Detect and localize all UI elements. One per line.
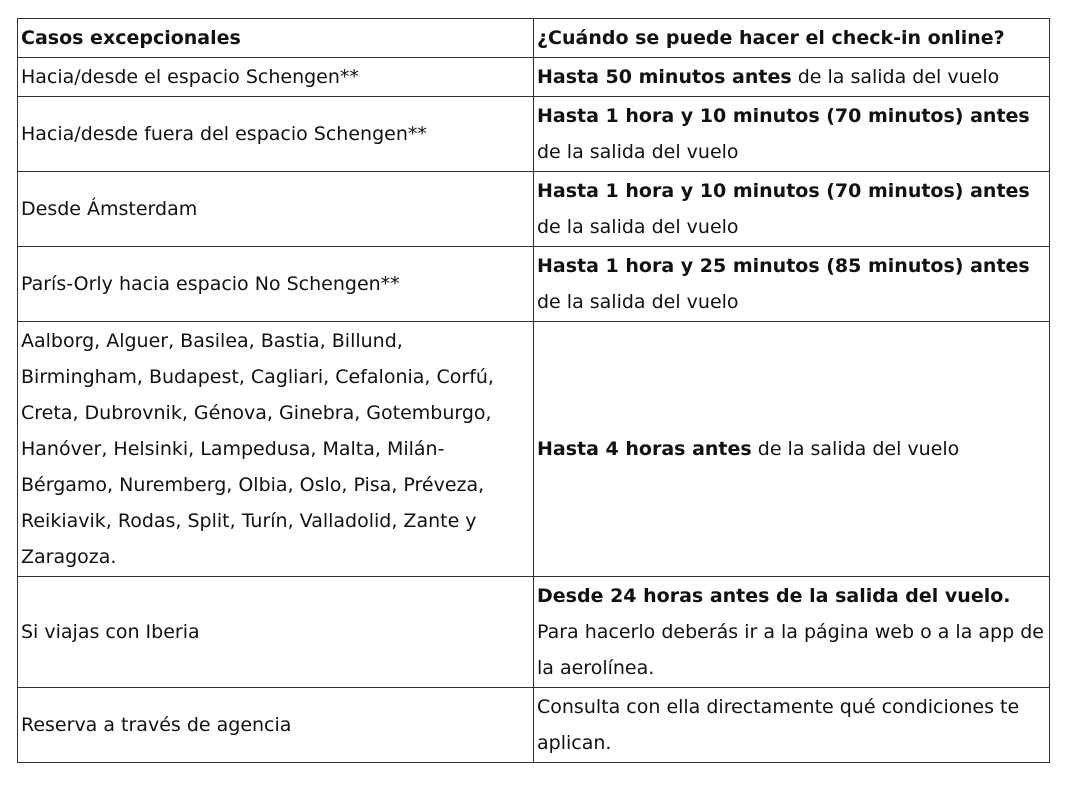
checkin-table [17, 18, 1050, 763]
when-bold-text: Hasta 1 hora y 10 minutos (70 minutos) antes [537, 105, 1030, 127]
table-header-row [18, 19, 1050, 58]
when-cell [534, 322, 1050, 577]
when-bold-text: Hasta 1 hora y 10 minutos (70 minutos) antes [537, 180, 1030, 202]
case-cell: Hacia/desde el espacio Schengen** [18, 58, 534, 97]
when-bold-text: Hasta 1 hora y 25 minutos (85 minutos) antes [537, 255, 1030, 277]
when-rest-text: de la salida del vuelo [537, 216, 739, 238]
when-rest-text: de la salida del vuelo [751, 438, 960, 460]
when-bold-text: Hasta 50 minutos antes [537, 66, 792, 88]
case-cell: París-Orly hacia espacio No Schengen** [18, 247, 534, 322]
header-cuando-check-in: ¿Cuándo se puede hacer el check-in online? [534, 19, 1050, 58]
when-cell [534, 97, 1050, 172]
case-cell: Desde Ámsterdam [18, 172, 534, 247]
when-bold-text: Desde 24 horas antes de la salida del vuelo. [537, 585, 1011, 607]
case-cell: Hacia/desde fuera del espacio Schengen** [18, 97, 534, 172]
table-row [18, 247, 1050, 322]
when-cell [534, 688, 1050, 763]
table-row [18, 322, 1050, 577]
when-rest-text: de la salida del vuelo [791, 66, 1000, 88]
table-row [18, 172, 1050, 247]
table-row [18, 97, 1050, 172]
when-cell [534, 247, 1050, 322]
when-rest-text: Para hacerlo deberás ir a la página web o a la app de la aerolínea. [537, 621, 1044, 679]
when-bold-text: Hasta 4 horas antes [537, 438, 752, 460]
case-cell: Reserva a través de agencia [18, 688, 534, 763]
case-cell: Aalborg, Alguer, Basilea, Bastia, Billund, Birmingham, Budapest, Cagliari, Cefalonia, Corfú, Creta, Dubrovnik, Génova, Ginebra, Gotemburgo, Hanóver, Helsinki, Lampedusa, Malta, Milán-Bérgamo, Nuremberg, Olbia, Oslo, Pisa, Préveza, Reikiavik, Rodas, Split, Turín, Valladolid, Zante y Zaragoza. [18, 322, 534, 577]
header-casos-excepcionales: Casos excepcionales [18, 19, 534, 58]
when-cell [534, 577, 1050, 688]
when-rest-text: de la salida del vuelo [537, 291, 739, 313]
when-cell [534, 172, 1050, 247]
when-cell [534, 58, 1050, 97]
when-rest-text: de la salida del vuelo [537, 141, 739, 163]
table-row [18, 58, 1050, 97]
case-cell: Si viajas con Iberia [18, 577, 534, 688]
when-rest-text: Consulta con ella directamente qué condiciones te aplican. [537, 696, 1020, 754]
table-row [18, 577, 1050, 688]
table-row [18, 688, 1050, 763]
